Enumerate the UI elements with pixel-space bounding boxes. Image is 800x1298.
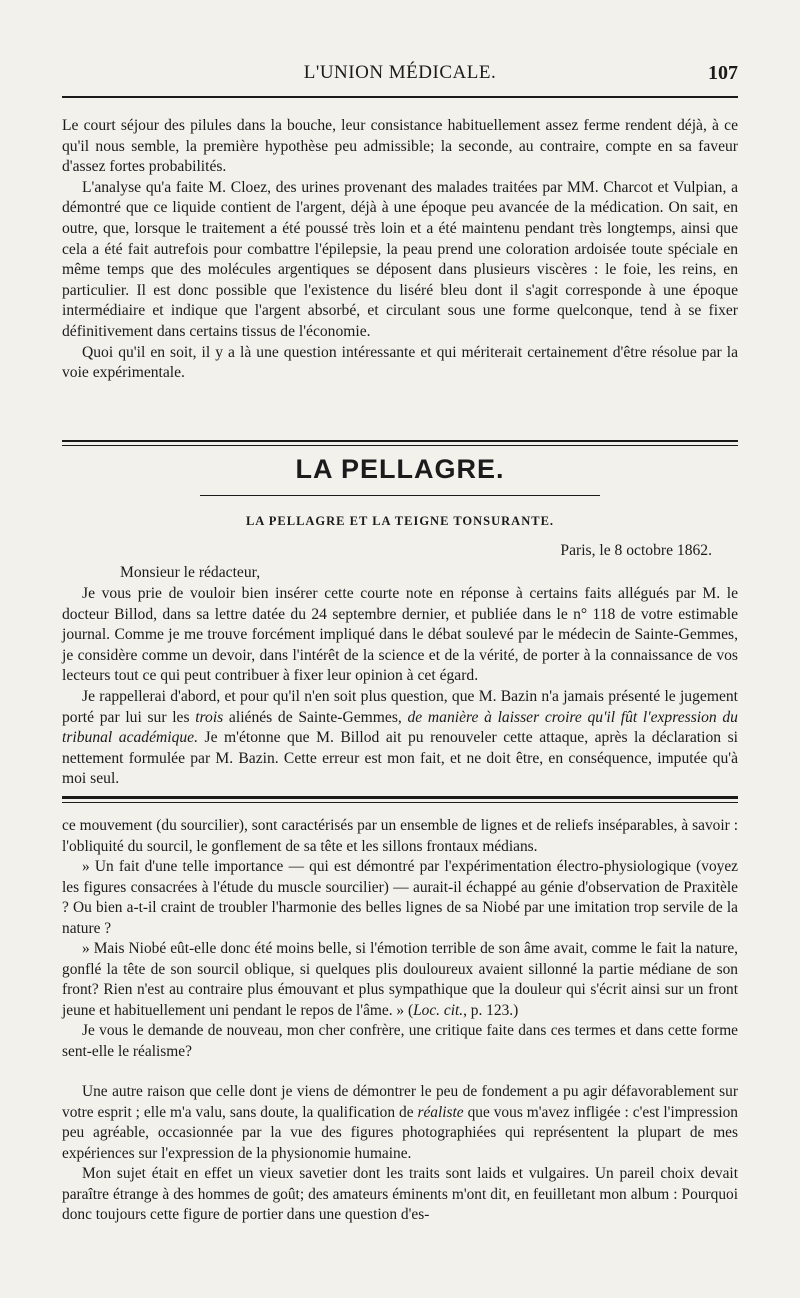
section-rule-bottom [62,445,738,446]
feuilleton-rule-bottom [62,802,738,803]
paragraph: Je vous prie de vouloir bien insérer cette courte note en réponse à certains faits allégués par M. le docteur Billod, dans sa lettre datée du 24 septembre dernier, et publiée dans le n° 118 de votre estimable journal. Comme je me trouve forcément impliqué dans le débat soulevé par le médecin de Sainte-Gemmes, je considère comme un devoir, dans l'intérêt de la science et de la vérité, de porter à la connaissance de vos lecteurs tout ce qui peut contribuer à fixer leur opinion à cet égard. [62,585,738,685]
feuilleton [62,816,738,1226]
paragraph [62,1082,738,1164]
paragraph: » Un fait d'une telle importance — qui est démontré par l'expérimentation électro-physiologique (voyez les figures consacrées à l'étude du muscle sourcilier) — aurait-il échappé au génie d'observation de Praxitèle ? Ou bien a-t-il craint de troubler l'harmonie des belles lignes de sa Niobé par une imitation trop servile de la nature ? [62,858,738,937]
title-underline [200,495,600,496]
feuilleton-rule-top [62,796,738,799]
article-subtitle: LA PELLAGRE ET LA TEIGNE TONSURANTE. [245,514,555,528]
text-run: aliénés de Sainte-Gemmes, [223,708,408,726]
text-run: » Mais Niobé eût-elle donc été moins belle, si l'émotion terrible de son âme avait, comme le fait la nature, gonflé la tête de son sourcil oblique, si quelques plis douloureux avaient sillonné la partie médiane de son front? Rien n'est au contraire plus émouvant et plus sympathique que la douleur qui s'écrit ainsi sur un front jeune et habituellement uni pendant le repos de l'âme. » ( [62,940,738,1019]
letter-body [62,584,738,790]
top-article [62,116,738,384]
paragraph [62,687,738,790]
italic-text: de manière à laisser croire qu'il fût l'expression du tribunal académique. [62,708,738,747]
paragraph: Le court séjour des pilules dans la bouche, leur consistance habituellement assez ferme rendent déjà, à ce qu'il nous semble, la première hypothèse peu admissible; la seconde, au contraire, compte en sa faveur d'assez fortes probabilités. [62,117,738,176]
text-run: que vous m'avez infligée : c'est l'impression peu agréable, occasionnée par la vue des figures photographiées qui représentent la plupart de mes expériences sur l'expression de la physionomie humaine. [62,1103,738,1162]
italic-text: réaliste [417,1103,464,1121]
paragraph: ce mouvement (du sourcilier), sont caractérisés par un ensemble de lignes et de reliefs inséparables, à savoir : l'obliquité du sourcil, le gonflement de sa tête et les sillons frontaux médians. [62,817,738,855]
italic-text: trois [195,708,224,726]
italic-text: Loc. cit. [413,1001,464,1019]
paragraph: Mon sujet était en effet un vieux savetier dont les traits sont laids et vulgaires. Un pareil choix devait paraître étrange à des hommes de goût; des amateurs éminents m'ont dit, en feuilletant mon album : Pourquoi donc toujours cette figure de portier dans une question d'es- [62,1165,738,1223]
text-run: Une autre raison que celle dont je viens de démontrer le peu de fondement a pu agir défavorablement sur votre esprit ; elle m'a valu, sans doute, la qualification de [62,1083,738,1121]
header-rule [62,96,738,98]
paragraph: L'analyse qu'a faite M. Cloez, des urines provenant des malades traitées par MM. Charcot et Vulpian, a démontré que ce liquide contient de l'argent, déjà à une époque peu avancée de la médication. On sait, en outre, que, lorsque le traitement a été poussé très loin et a été maintenu pendant très longtemps, ainsi que cela a été fait autrefois pour combattre l'épilepsie, la peau prend une coloration ardoisée toute spéciale en même temps que des molécules argentiques se déposent dans plusieurs viscères : le foie, les reins, en particulier. Il est donc possible que l'existence du liséré bleu dont il s'agit corresponde à une époque intermédiaire et indique que l'argent absorbé, et circulant sous une forme quelconque, tend à se fixer définitivement dans certains tissus de l'économie. [62,178,738,340]
section-title: LA PELLAGRE. [295,454,505,484]
salutation: Monsieur le rédacteur, [120,564,261,581]
paragraph: Je vous le demande de nouveau, mon cher confrère, une critique faite dans ces termes et dans cette forme sent-elle le réalisme? [62,1022,738,1060]
text-run: , p. 123.) [463,1001,519,1019]
paragraph: Quoi qu'il en soit, il y a là une question intéressante et qui mériterait certainement d'être résolue par la voie expérimentale. [62,343,738,382]
section-rule-top [62,440,738,442]
dateline: Paris, le 8 octobre 1862. [560,542,712,559]
page-number: 107 [708,62,738,84]
page-header [62,62,738,92]
text-run: Je m'étonne que M. Billod ait pu renouveler cette attaque, après la déclaration si nettement formulée par M. Bazin. Cette erreur est mon fait, et ne doit être, en conséquence, imputée qu'à moi seul. [62,729,738,788]
running-title: L'UNION MÉDICALE. [303,62,497,83]
text-run: Je rappellerai d'abord, et pour qu'il n'en soit plus question, que M. Bazin n'a jamais présenté le jugement porté par lui sur les [62,687,738,726]
paragraph [62,939,738,1021]
